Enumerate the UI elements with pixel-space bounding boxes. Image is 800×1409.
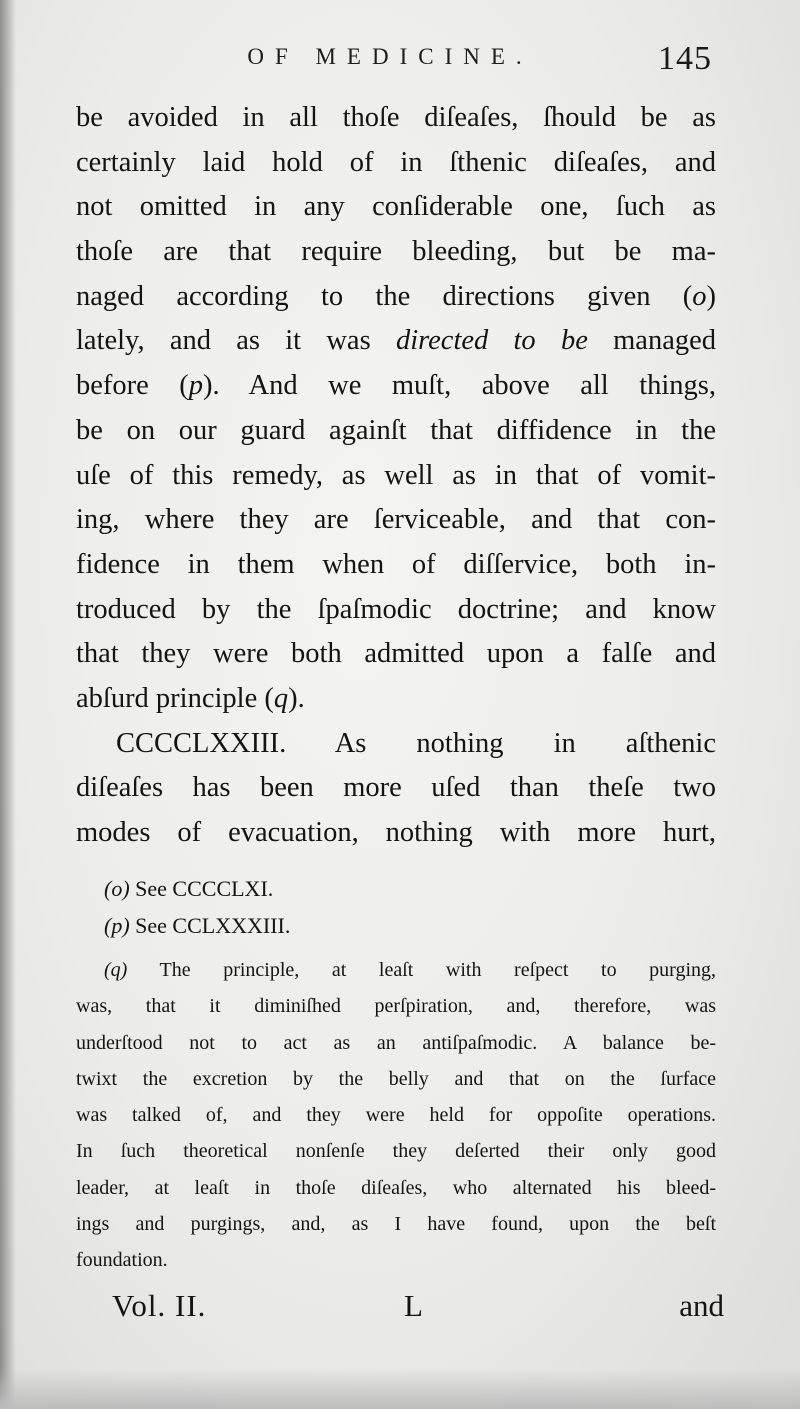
footnote-line: was talked of, and they were held for oppoſite operations.: [76, 1104, 716, 1127]
text-line: thoſe are that require bleeding, but be ma-: [76, 236, 716, 268]
footnote-ref-q: q: [273, 682, 289, 714]
footnote-line: twixt the excretion by the belly and that on the ſurface: [76, 1067, 716, 1090]
footnote-line: leader, at leaſt in thoſe diſeaſes, who alternated his bleed-: [76, 1176, 716, 1199]
footnote-line: ings and purgings, and, as I have found, upon the beſt: [76, 1213, 716, 1236]
binding-shadow: [0, 0, 16, 1409]
text-line: not omitted in any conſiderable one, ſuch as: [76, 191, 716, 223]
signature-mark: L: [404, 1288, 423, 1323]
text-line: uſe of this remedy, as well as in that of vomit-: [76, 459, 716, 491]
footnote-marker: (o): [104, 876, 130, 901]
running-head: OF MEDICINE.: [247, 44, 533, 69]
text-line: before (p). And we muſt, above all things,: [76, 370, 716, 402]
text-line: naged according to the directions given (o): [76, 280, 716, 312]
footnote-q: [76, 952, 716, 1279]
footnote-o: (o) See CCCCLXI.: [104, 876, 274, 901]
footnote-ref-p: p: [188, 370, 204, 402]
footnote-line: (q) The principle, at leaſt with reſpect to purging,: [104, 959, 716, 981]
catchword: and: [679, 1288, 724, 1323]
footnotes-block: [76, 870, 716, 1279]
text-line: that they were both admitted upon a falſe and: [76, 638, 716, 670]
bottom-shadow: [0, 1369, 800, 1409]
footnote-p: (p) See CCLXXXIII.: [104, 913, 291, 938]
footnote-ref-o: o: [692, 280, 707, 312]
footnote-marker: (p): [104, 913, 130, 938]
main-text-block: [76, 96, 716, 856]
text-line: modes of evacuation, nothing with more hurt,: [76, 817, 716, 848]
footnote-line: was, that it diminiſhed perſpiration, and, therefore, was: [76, 995, 716, 1018]
section-heading-line: CCCCLXXIII. As nothing in aſthenic: [116, 727, 716, 759]
footnote-marker: (q): [104, 959, 128, 981]
text-line: diſeaſes has been more uſed than theſe two: [76, 772, 716, 804]
text-line: be avoided in all thoſe diſeaſes, ſhould be as: [76, 102, 716, 133]
footnote-line: foundation.: [76, 1249, 168, 1272]
text-line: abſurd principle (q).: [76, 682, 305, 714]
footnote-line: underſtood not to act as an antiſpaſmodic. A balance be-: [76, 1031, 716, 1054]
page-footer: [112, 1288, 724, 1338]
volume-label: Vol. II.: [112, 1288, 207, 1323]
text-line: ing, where they are ſerviceable, and that con-: [76, 504, 716, 536]
text-line: troduced by the ſpaſmodic doctrine; and know: [76, 593, 716, 625]
text-line: be on our guard againſt that diffidence in the: [76, 414, 716, 446]
italic-phrase: directed to be: [395, 325, 588, 357]
text-line: fidence in them when of diſſervice, both in-: [76, 548, 716, 580]
text-line: certainly laid hold of in ſthenic diſeaſes, and: [76, 146, 716, 178]
footnote-line: In ſuch theoretical nonſenſe they deſerted their only good: [76, 1140, 716, 1163]
page-number: 145: [658, 40, 712, 77]
text-line: lately, and as it was directed to be managed: [76, 325, 716, 357]
